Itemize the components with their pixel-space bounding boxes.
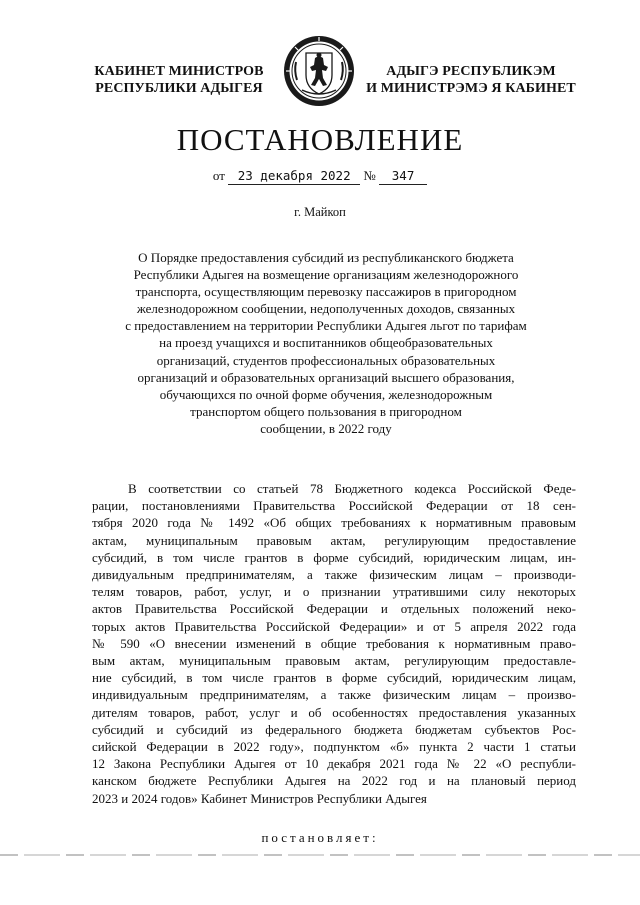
subject-line: организаций, студентов профессиональных образовательных [156,352,496,368]
header-left-line1: КАБИНЕТ МИНИСТРОВ [94,64,264,79]
number-label: № [363,168,376,183]
document-title: ПОСТАНОВЛЕНИЕ [176,122,464,157]
body-line: дивидуальным предпринимателям, а также физическим лицам – производи- [92,567,576,583]
subject-line: железнодорожном сообщении, недополученных доходов, связанных [136,301,516,317]
subject-line: Республики Адыгея на возмещение организациям железнодорожного [133,267,519,283]
header-right-line1: АДЫГЭ РЕСПУБЛИКЭМ [386,64,556,79]
body-line: вым актам, муниципальным правовым актам, регулирующим предоставле- [92,653,576,669]
body-line: 12 Закона Республики Адыгея от 10 декабря 2021 года № 22 «О республи- [92,756,576,772]
page-fold-line [0,854,640,856]
body-line: сийской Федерации в 2022 году», подпунктом «б» пункта 2 части 1 статьи [92,739,576,755]
document-date: 23 декабря 2022 [228,168,360,185]
body-line: индивидуальным предпринимателям, а также физическим лицам – произво- [92,687,576,703]
body-line: № 590 «О внесении изменений в общие требования к нормативным право- [92,635,576,651]
subject-line: О Порядке предоставления субсидий из республиканского бюджета [138,250,514,265]
body-line: канском бюджете Республики Адыгея на 2022 год и на плановый период [92,773,576,789]
subject-line: на проезд учащихся и воспитанников общеобразовательных [159,335,493,351]
subject-line: сообщении, в 2022 году [260,420,392,436]
body-line: торых актов Правительства Российской Федерации» и от 5 апреля 2022 года [92,618,576,634]
body-line: телям товаров, работ, услуг, и о признании утратившими силу некоторых [92,584,576,600]
resolves-heading: постановляет: [261,830,379,845]
body-line: актам, муниципальным правовым актам, регулирующим предоставление [92,532,576,548]
document-number: 347 [379,168,427,185]
body-line: рации, постановлениями Правительства Российской Федерации от 18 сен- [92,498,576,514]
city-line: г. Майкоп [294,205,346,219]
coat-of-arms-icon [282,34,356,108]
header-right-line2: И МИНИСТРЭМЭ Я КАБИНЕТ [366,81,576,96]
date-number-line [0,168,640,185]
body-line: дителям товаров, работ, услуг и об особенностях предоставления указанных [92,704,576,720]
body-line: актов Правительства Российской Федерации и отдельных положений неко- [92,601,576,617]
subject-line: с предоставлением на территории Республики Адыгея льгот по тарифам [125,318,527,334]
subject-line: транспорта, осуществляющим перевозку пассажиров в пригородном [135,284,517,300]
header-left-line2: РЕСПУБЛИКИ АДЫГЕЯ [95,81,263,96]
body-line: субсидий, в том числе грантов в форме субсидий, юридическим лицам, ин- [92,549,576,565]
body-line: ние субсидий, в том числе грантов в форме субсидий, юридическим лицам, [92,670,576,686]
body-paragraph [92,480,576,807]
body-line: субсидий и субсидий из федерального бюджета бюджетам субъектов Рос- [92,721,576,737]
body-line: В соответствии со статьей 78 Бюджетного кодекса Российской Феде- [128,481,576,496]
body-line: тября 2020 года № 1492 «Об общих требованиях к нормативным правовым [92,515,576,531]
body-line: 2023 и 2024 годов» Кабинет Министров Республики Адыгея [92,790,427,806]
subject-line: организаций и образовательных организаций высшего образования, [137,369,515,385]
document-subject [96,249,556,437]
header-left-block [90,63,268,97]
subject-line: транспортом общего пользования в пригородном [190,403,462,419]
header-right-block [366,63,576,97]
date-prefix: от [212,168,225,183]
subject-line: обучающихся по очной форме обучения, железнодорожным [159,386,493,402]
